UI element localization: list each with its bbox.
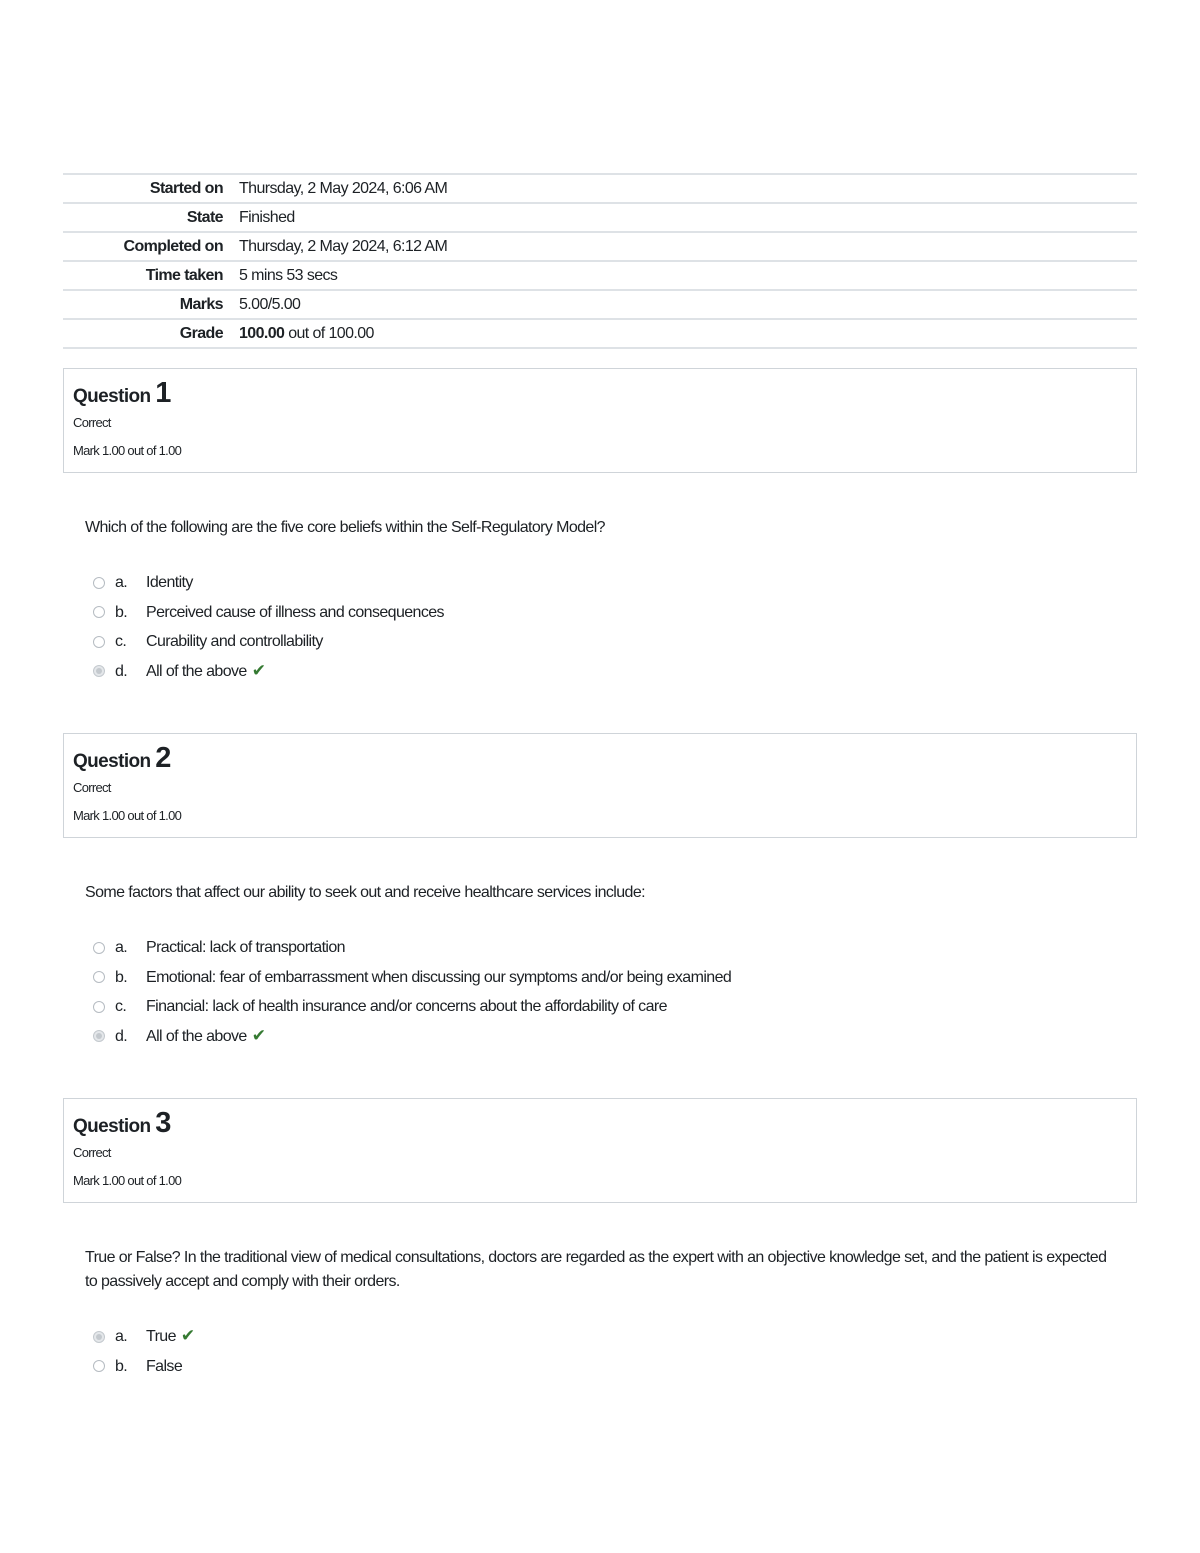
radio-button[interactable] <box>93 606 105 618</box>
question-mark: Mark 1.00 out of 1.00 <box>73 808 182 823</box>
answer-letter: a. <box>115 939 128 956</box>
answer-text: False <box>146 1357 183 1375</box>
summary-row-marks <box>63 290 1137 319</box>
grade-value: 100.00 <box>239 324 285 342</box>
question-info-box <box>63 1098 1137 1203</box>
answer-letter: b. <box>115 968 128 986</box>
radio-button[interactable] <box>93 942 105 954</box>
answer-option-b[interactable] <box>93 1352 1137 1382</box>
answer-text: Financial: lack of health insurance and/or concerns about the affordability of care <box>146 998 667 1015</box>
question-number: 3 <box>155 1107 171 1139</box>
attempt-summary-table <box>63 173 1137 349</box>
summary-value: 5.00/5.00 <box>239 295 301 313</box>
answer-option-b[interactable] <box>93 598 1137 628</box>
answer-text: True <box>146 1328 176 1345</box>
question-title <box>73 377 1127 409</box>
summary-label: Marks <box>179 295 223 313</box>
question-mark: Mark 1.00 out of 1.00 <box>73 1173 182 1188</box>
summary-value: Finished <box>239 208 295 226</box>
answer-text: Identity <box>146 574 193 591</box>
correct-check-icon: ✔ <box>180 1326 195 1346</box>
answer-option-d[interactable] <box>93 657 1137 687</box>
summary-label: Time taken <box>145 266 223 284</box>
summary-label: Grade <box>179 324 223 342</box>
question-state: Correct <box>73 415 111 430</box>
summary-row-started-on <box>63 174 1137 203</box>
answer-text: Practical: lack of transportation <box>146 939 345 956</box>
question-state: Correct <box>73 780 111 795</box>
question-text: Some factors that affect our ability to seek out and receive healthcare services include: <box>85 884 645 901</box>
radio-button-selected[interactable] <box>93 1331 105 1343</box>
question-title-prefix: Question <box>73 1116 156 1137</box>
answer-option-c[interactable] <box>93 627 1137 657</box>
correct-check-icon: ✔ <box>251 660 266 681</box>
answer-text: Curability and controllability <box>146 633 323 650</box>
summary-label: State <box>186 208 223 226</box>
answer-option-a[interactable] <box>93 568 1137 598</box>
summary-label: Started on <box>149 179 223 197</box>
answer-letter: b. <box>115 603 128 621</box>
answer-list <box>63 568 1137 686</box>
question-info-box <box>63 368 1137 473</box>
answer-letter: a. <box>115 1328 128 1345</box>
question-text: True or False? In the traditional view of medical consultations, doctors are regarded as the expert with an objective knowledge set, and the patient is expected to passively accept and comply with their orders. <box>85 1249 1107 1290</box>
answer-option-d[interactable] <box>93 1022 1137 1052</box>
quiz-review-page <box>63 173 1137 1381</box>
summary-label: Completed on <box>123 237 223 255</box>
summary-row-time-taken <box>63 261 1137 290</box>
question-2 <box>63 733 1137 1051</box>
question-info-box <box>63 733 1137 838</box>
question-state: Correct <box>73 1145 111 1160</box>
summary-row-state <box>63 203 1137 232</box>
question-mark: Mark 1.00 out of 1.00 <box>73 443 182 458</box>
radio-button[interactable] <box>93 971 105 983</box>
radio-button[interactable] <box>93 1360 105 1372</box>
question-title <box>73 742 1127 774</box>
answer-letter: c. <box>115 998 127 1015</box>
answer-list <box>63 1322 1137 1381</box>
answer-option-c[interactable] <box>93 992 1137 1022</box>
question-text: Which of the following are the five core beliefs within the Self-Regulatory Model? <box>85 519 605 536</box>
answer-letter: d. <box>115 1027 128 1045</box>
summary-value: Thursday, 2 May 2024, 6:12 AM <box>239 237 448 255</box>
answer-letter: a. <box>115 574 128 591</box>
radio-button[interactable] <box>93 577 105 589</box>
summary-row-completed-on <box>63 232 1137 261</box>
answer-list <box>63 933 1137 1051</box>
question-number: 2 <box>155 742 171 774</box>
question-title-prefix: Question <box>73 386 156 407</box>
summary-row-grade <box>63 319 1137 348</box>
question-1 <box>63 368 1137 686</box>
summary-value <box>237 319 1137 348</box>
radio-button-selected[interactable] <box>93 665 105 677</box>
answer-text: All of the above <box>146 662 247 680</box>
answer-letter: c. <box>115 633 127 650</box>
radio-button[interactable] <box>93 1001 105 1013</box>
answer-option-a[interactable] <box>93 1322 1137 1352</box>
answer-text: Emotional: fear of embarrassment when discussing our symptoms and/or being examined <box>146 968 732 986</box>
answer-text: All of the above <box>146 1027 247 1045</box>
radio-button-selected[interactable] <box>93 1030 105 1042</box>
summary-value: 5 mins 53 secs <box>239 266 338 284</box>
answer-letter: b. <box>115 1357 128 1375</box>
question-title <box>73 1107 1127 1139</box>
question-title-prefix: Question <box>73 751 156 772</box>
correct-check-icon: ✔ <box>251 1025 266 1046</box>
question-3 <box>63 1098 1137 1381</box>
answer-option-a[interactable] <box>93 933 1137 963</box>
grade-out-of: out of 100.00 <box>284 324 374 342</box>
answer-text: Perceived cause of illness and consequences <box>146 603 444 621</box>
answer-option-b[interactable] <box>93 963 1137 993</box>
answer-letter: d. <box>115 662 128 680</box>
question-number: 1 <box>155 377 171 409</box>
radio-button[interactable] <box>93 636 105 648</box>
summary-value: Thursday, 2 May 2024, 6:06 AM <box>239 179 448 197</box>
